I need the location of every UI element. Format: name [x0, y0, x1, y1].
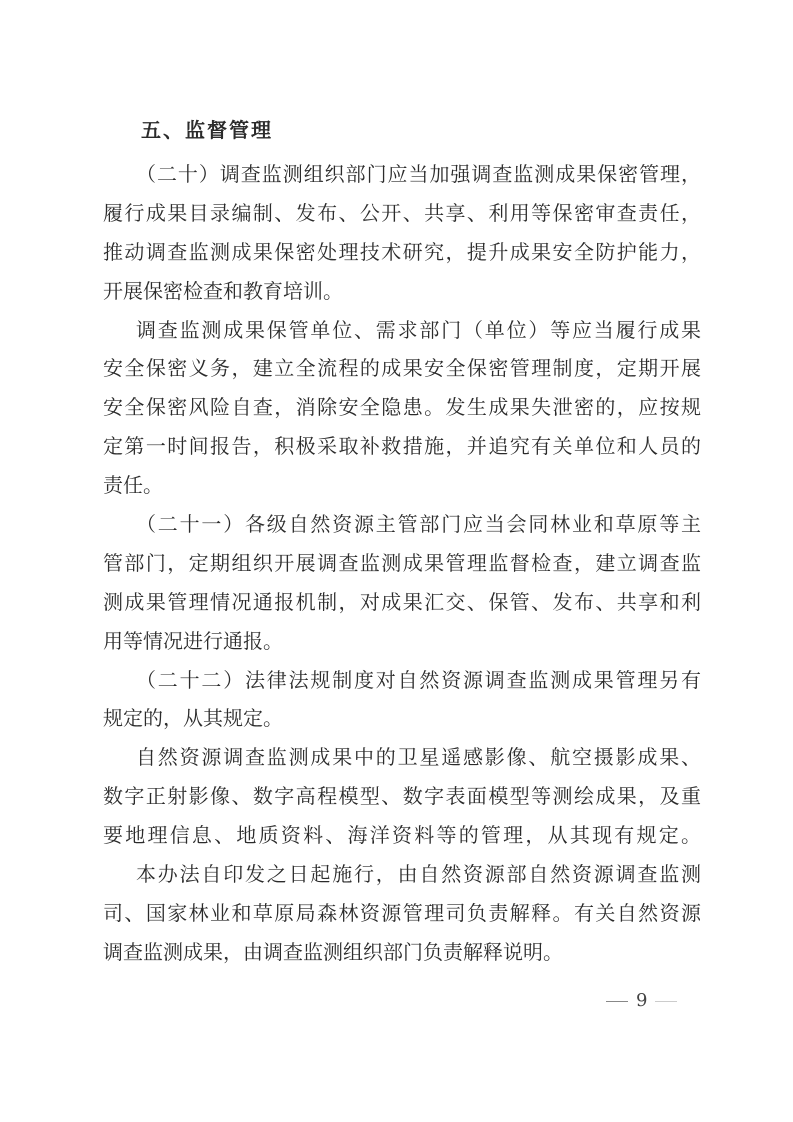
page-footer [598, 990, 685, 1011]
text-line: 测成果管理情况通报机制，对成果汇交、保管、发布、共享和利 [103, 589, 701, 614]
paragraph [103, 505, 701, 661]
text-line: 要地理信息、地质资料、海洋资料等的管理，从其现有规定。 [103, 823, 701, 848]
text-line: 数字正射影像、数字高程模型、数字表面模型等测绘成果，及重 [103, 784, 701, 809]
dash-left [606, 1001, 628, 1002]
text-line: 司、国家林业和草原局森林资源管理司负责解释。有关自然资源 [103, 900, 701, 925]
page-number: 9 [636, 990, 648, 1011]
paragraph [103, 155, 701, 311]
text-line: 自然资源调查监测成果中的卫星遥感影像、航空摄影成果、 [136, 745, 701, 770]
text-line: 责任。 [103, 473, 163, 498]
section-heading: 五、监督管理 [141, 118, 273, 142]
text-line: 用等情况进行通报。 [103, 628, 283, 653]
text-line: （二十二）法律法规制度对自然资源调查监测成果管理另有 [136, 667, 701, 692]
paragraph [103, 738, 701, 855]
text-line: （二十）调查监测组织部门应当加强调查监测成果保密管理， [136, 162, 701, 186]
document-page [103, 111, 701, 972]
text-line: 规定的，从其规定。 [103, 706, 283, 731]
document-body [103, 155, 701, 972]
paragraph [103, 661, 701, 739]
text-line: 定第一时间报告，积极采取补救措施，并追究有关单位和人员的 [103, 434, 701, 459]
text-line: 安全保密义务，建立全流程的成果安全保密管理制度，定期开展 [103, 356, 701, 381]
text-line: 开展保密检查和教育培训。 [103, 278, 343, 303]
text-line: 推动调查监测成果保密处理技术研究，提升成果安全防护能力， [103, 239, 701, 264]
paragraph [103, 855, 701, 972]
text-line: 安全保密风险自查，消除安全隐患。发生成果失泄密的，应按规 [103, 395, 701, 420]
paragraph [103, 311, 701, 505]
text-line: 履行成果目录编制、发布、公开、共享、利用等保密审查责任， [103, 200, 701, 225]
text-line: 调查监测成果保管单位、需求部门（单位）等应当履行成果 [136, 317, 701, 342]
text-line: （二十一）各级自然资源主管部门应当会同林业和草原等主 [136, 512, 701, 537]
text-line: 管部门，定期组织开展调查监测成果管理监督检查，建立调查监 [103, 550, 701, 575]
text-line: 本办法自印发之日起施行，由自然资源部自然资源调查监测 [136, 862, 701, 887]
dash-right [655, 1001, 677, 1002]
text-line: 调查监测成果，由调查监测组织部门负责解释说明。 [103, 939, 563, 964]
